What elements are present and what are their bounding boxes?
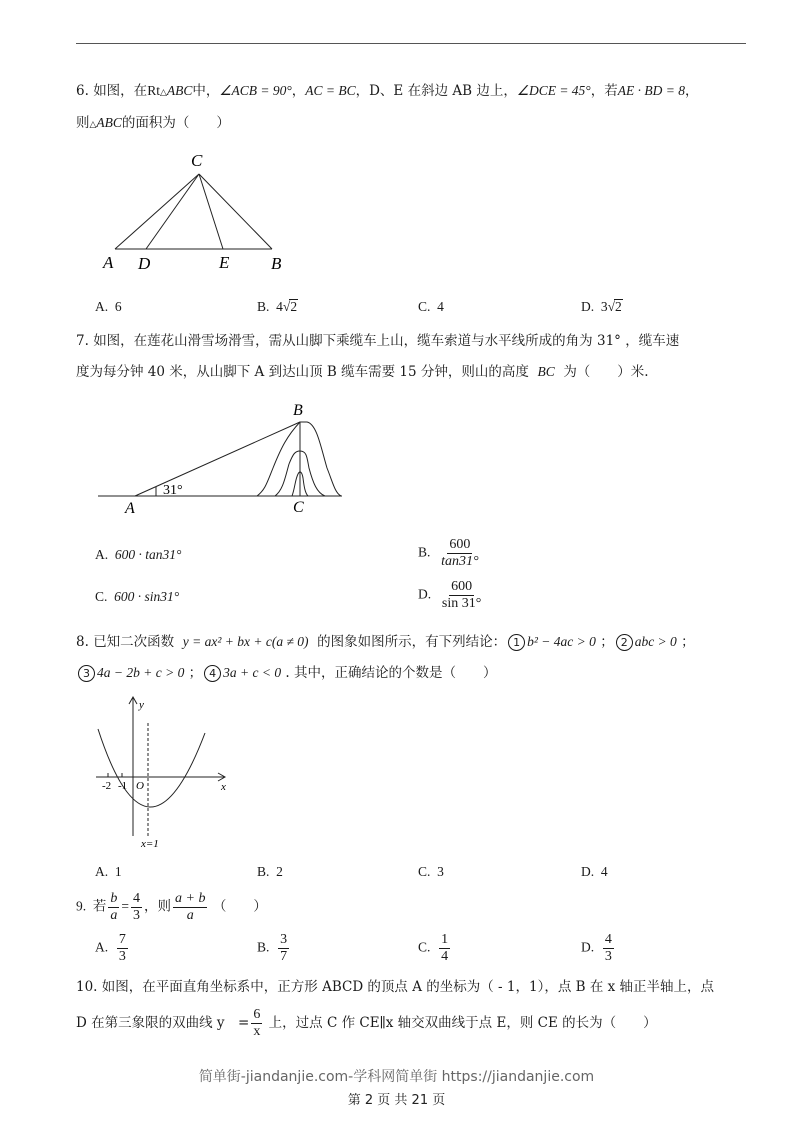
fraction-6-over-x — [251, 1007, 262, 1040]
option-fraction — [440, 579, 483, 612]
q10-text: 如图，在平面直角坐标系中，正方形 ABCD 的顶点 A 的坐标为（ - 1，1），点 B 在 x 轴正半轴上，点 — [101, 979, 715, 995]
fraction-denominator: x — [253, 1024, 261, 1039]
fraction-numerator: 4 — [133, 891, 140, 906]
option-value: 3 — [437, 864, 444, 879]
q8-text: 已知二次函数 — [93, 634, 175, 650]
q6-abc: ABC — [96, 115, 122, 130]
q10-text: D 在第三象限的双曲线 y = — [76, 1015, 250, 1031]
q6-text: ， — [684, 83, 699, 99]
option-coef: 4 — [276, 299, 283, 314]
circled-number-1: 1 — [508, 634, 525, 651]
option-letter: D. — [418, 586, 432, 602]
label-c: C — [191, 151, 203, 170]
q9-option-c[interactable] — [418, 932, 452, 965]
q7-option-c[interactable] — [95, 587, 179, 607]
fraction-4-over-3 — [131, 891, 142, 924]
q8-conclusion-1: b² − 4ac > 0 — [527, 634, 596, 649]
q7-stem-line2 — [76, 362, 649, 382]
fraction-denominator: a — [186, 908, 194, 923]
q8-text: . 其中，正确结论的个数是（ ） — [285, 665, 497, 681]
fraction-denominator: 3 — [133, 908, 140, 923]
q9-stem — [76, 891, 267, 924]
label-origin: O — [136, 780, 144, 792]
q9-number: 9. — [76, 898, 87, 914]
mountain-outline-outer — [257, 422, 341, 496]
sqrt-icon: √ — [607, 299, 616, 314]
cable-line-ab — [135, 422, 300, 496]
label-minus-1: -1 — [118, 780, 128, 792]
option-letter: A. — [95, 547, 109, 562]
fraction-numerator: 1 — [441, 932, 449, 947]
label-a: A — [103, 253, 114, 272]
fraction-denominator: 7 — [280, 949, 288, 964]
q9-option-d[interactable] — [581, 932, 616, 965]
q6-text: ，D、E 在斜边 AB 边上， — [355, 83, 517, 99]
parabola-curve — [98, 729, 205, 807]
q6-angle-acb: ∠ACB = 90° — [219, 83, 292, 98]
q7-option-b[interactable] — [418, 537, 483, 570]
q6-stem-line1 — [76, 81, 698, 103]
circled-number-4: 4 — [204, 665, 221, 682]
option-value: 4 — [437, 299, 444, 314]
fraction-denominator: sin 31° — [441, 596, 482, 611]
option-fraction — [278, 932, 289, 965]
q6-ae-bd: AE · BD = 8 — [617, 83, 685, 98]
fraction-numerator: 600 — [449, 537, 471, 552]
footer-watermark: 简单街-jiandanjie.com-学科网简单街 https://jiandanjie.com — [198, 1069, 595, 1085]
option-letter: B. — [257, 299, 270, 314]
q7-text: 如图，在莲花山滑雪场滑雪，需从山脚下乘缆车上山，缆车索道与水平线所成的角为 31° ，缆车速 — [93, 333, 680, 349]
option-fraction — [603, 932, 614, 965]
sqrt-icon: √ — [282, 299, 291, 314]
q8-conclusion-3: 4a − 2b + c > 0 — [97, 665, 185, 680]
option-radicand: 2 — [615, 299, 622, 314]
q8-text: 的图象如图所示，有下列结论： — [317, 634, 507, 650]
fraction-denominator: 3 — [604, 949, 612, 964]
option-letter: D. — [581, 939, 595, 955]
option-value: 1 — [114, 864, 122, 879]
q8-option-d[interactable] — [581, 862, 608, 882]
q6-option-b[interactable] — [257, 297, 298, 317]
q6-triangle-figure — [95, 148, 305, 273]
q6-text: 则 — [76, 115, 90, 131]
equals-sign: = — [121, 898, 129, 914]
separator: ； — [681, 634, 695, 650]
option-value: 600 · sin31° — [114, 589, 180, 604]
fraction-denominator: tan31° — [441, 554, 479, 569]
q7-stem-line1 — [76, 331, 679, 351]
label-d: D — [138, 254, 151, 273]
label-angle-31: 31° — [163, 483, 183, 498]
q6-text: 如图，在 — [93, 83, 148, 99]
answer-parentheses: （ ） — [212, 898, 267, 914]
q10-stem-line2 — [76, 1007, 657, 1040]
option-letter: A. — [95, 864, 109, 879]
label-c: C — [293, 499, 304, 516]
q10-stem-line1 — [76, 977, 714, 997]
fraction-a-plus-b-over-a — [173, 891, 207, 924]
option-fraction — [439, 932, 450, 965]
fraction-numerator: 3 — [280, 932, 288, 947]
segment-dc — [146, 174, 199, 249]
label-b: B — [271, 254, 282, 273]
separator: ； — [188, 665, 203, 681]
option-letter: B. — [257, 864, 270, 879]
q6-rt: Rt — [147, 83, 160, 98]
option-letter: C. — [95, 589, 108, 604]
q8-conclusion-4: 3a + c < 0 — [223, 665, 282, 680]
label-x: x — [221, 781, 226, 793]
option-radicand: 2 — [290, 299, 298, 314]
q6-ac-bc: AC = BC — [305, 83, 356, 98]
q8-parabola-figure — [88, 693, 238, 853]
q6-text: ，若 — [590, 83, 618, 99]
q8-option-b[interactable] — [257, 862, 283, 882]
option-letter: B. — [418, 544, 431, 560]
q6-text: 的面积为（ ） — [121, 115, 230, 131]
label-e: E — [219, 253, 230, 272]
q6-option-d[interactable] — [581, 297, 623, 317]
label-a: A — [125, 500, 135, 517]
q6-option-a[interactable] — [95, 297, 122, 317]
q10-text: 上，过点 C 作 CE∥x 轴交双曲线于点 E，则 CE 的长为（ ） — [268, 1015, 657, 1031]
footer-page-number: 第 2 页 共 21 页 — [347, 1093, 446, 1108]
q7-bc: BC — [537, 364, 555, 379]
fraction-b-over-a — [108, 891, 119, 924]
option-value: 4 — [600, 864, 608, 879]
segment-ec — [199, 174, 223, 249]
header-rule — [76, 43, 746, 44]
q7-option-d[interactable] — [418, 579, 485, 612]
label-b: B — [293, 402, 303, 419]
q9-text: 若 — [92, 898, 107, 914]
q8-option-a[interactable] — [95, 862, 122, 882]
option-letter: D. — [581, 864, 595, 879]
fraction-numerator: 6 — [253, 1007, 261, 1022]
circled-number-2: 2 — [616, 634, 633, 651]
q6-angle-dce: ∠DCE = 45° — [516, 83, 591, 98]
q8-function: y = ax² + bx + c(a ≠ 0) — [182, 634, 309, 649]
q6-abc: ABC — [166, 83, 193, 98]
option-coef: 3 — [600, 299, 608, 314]
q10-number: 10. — [76, 979, 98, 995]
q8-stem-line2 — [76, 663, 496, 683]
fraction-numerator: a + b — [175, 891, 206, 906]
q7-mountain-figure — [95, 398, 355, 520]
option-letter: C. — [418, 864, 431, 879]
q6-option-c[interactable] — [418, 297, 444, 317]
label-y: y — [139, 699, 144, 711]
q7-text: 为（ ）米. — [563, 364, 649, 380]
segment-ac — [115, 174, 199, 249]
q9-text: ，则 — [144, 898, 171, 914]
q6-number: 6. — [76, 83, 89, 99]
q6-text: 中， — [192, 83, 220, 99]
fraction-numerator: 4 — [604, 932, 612, 947]
triangle-symbol: △ — [159, 88, 167, 98]
option-letter: C. — [418, 299, 431, 314]
q7-number: 7. — [76, 333, 89, 349]
option-letter: D. — [581, 299, 595, 314]
q8-number: 8. — [76, 634, 89, 650]
segment-bc — [199, 174, 272, 249]
option-fraction — [117, 932, 128, 965]
fraction-denominator: a — [110, 908, 118, 923]
option-letter: B. — [257, 939, 270, 955]
fraction-denominator: 4 — [441, 949, 449, 964]
fraction-numerator: b — [110, 891, 118, 906]
label-minus-2: -2 — [102, 780, 112, 792]
q6-comma: ， — [291, 83, 306, 99]
option-value: 600 · tan31° — [114, 547, 182, 562]
q7-text: 度为每分钟 40 米，从山脚下 A 到达山顶 B 缆车需要 15 分钟，则山的高度 — [76, 364, 529, 380]
fraction-numerator: 7 — [118, 932, 126, 947]
q8-stem-line1 — [76, 632, 695, 652]
option-letter: C. — [418, 939, 431, 955]
option-fraction — [439, 537, 481, 570]
triangle-symbol: △ — [89, 120, 97, 130]
separator: ； — [600, 634, 614, 650]
q9-option-a[interactable] — [95, 932, 130, 965]
q6-stem-line2 — [76, 113, 230, 135]
option-letter: A. — [95, 939, 109, 955]
option-value: 6 — [114, 299, 122, 314]
option-value: 2 — [276, 864, 283, 879]
q9-option-b[interactable] — [257, 932, 291, 965]
q7-option-a[interactable] — [95, 545, 181, 565]
q8-option-c[interactable] — [418, 862, 444, 882]
fraction-denominator: 3 — [118, 949, 126, 964]
circled-number-3: 3 — [78, 665, 95, 682]
option-letter: A. — [95, 299, 109, 314]
fraction-numerator: 600 — [451, 579, 473, 594]
q8-conclusion-2: abc > 0 — [634, 634, 677, 649]
label-x-equals-1: x=1 — [141, 838, 159, 850]
